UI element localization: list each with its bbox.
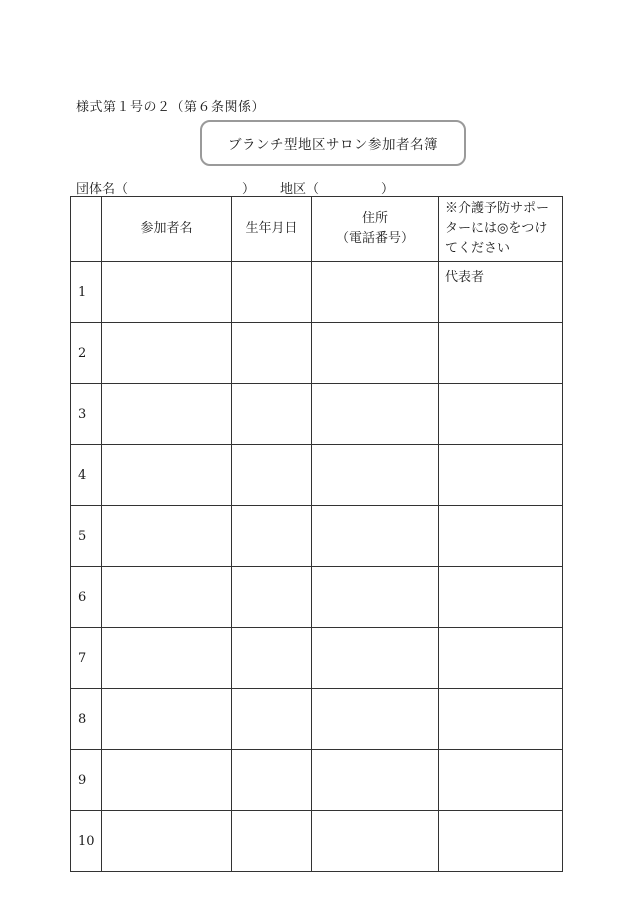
row-number: 1: [71, 262, 102, 323]
birthdate-cell[interactable]: [232, 689, 312, 750]
table-header-row: [71, 197, 563, 262]
table-row: [71, 262, 563, 323]
address-cell[interactable]: [312, 750, 439, 811]
participant-name-cell[interactable]: [102, 323, 232, 384]
group-name-close: ）: [242, 182, 256, 197]
table-row: [71, 567, 563, 628]
row-number: 10: [71, 811, 102, 872]
participant-name-cell[interactable]: [102, 628, 232, 689]
note-cell[interactable]: [439, 567, 563, 628]
header-phone-text: （電話番号）: [335, 231, 414, 246]
row-number: 5: [71, 506, 102, 567]
row-number: 8: [71, 689, 102, 750]
group-name-label: 団体名（: [76, 182, 129, 197]
note-cell[interactable]: [439, 689, 563, 750]
note-cell[interactable]: 代表者: [439, 262, 563, 323]
table-row: [71, 689, 563, 750]
birthdate-cell[interactable]: [232, 567, 312, 628]
group-info-line: [76, 178, 562, 196]
birthdate-cell[interactable]: [232, 384, 312, 445]
form-number: 様式第１号の２（第６条関係）: [76, 100, 266, 115]
address-cell[interactable]: [312, 445, 439, 506]
district-close: ）: [381, 182, 395, 197]
table-row: [71, 445, 563, 506]
birthdate-cell[interactable]: [232, 811, 312, 872]
note-cell[interactable]: [439, 506, 563, 567]
header-number: [71, 197, 102, 262]
note-cell[interactable]: [439, 323, 563, 384]
birthdate-cell[interactable]: [232, 750, 312, 811]
address-cell[interactable]: [312, 811, 439, 872]
table-row: [71, 628, 563, 689]
birthdate-cell[interactable]: [232, 628, 312, 689]
row-number: 4: [71, 445, 102, 506]
birthdate-cell[interactable]: [232, 445, 312, 506]
address-cell[interactable]: [312, 262, 439, 323]
table-row: [71, 323, 563, 384]
district-label: 地区（: [280, 182, 320, 197]
participant-name-cell[interactable]: [102, 811, 232, 872]
note-cell[interactable]: [439, 628, 563, 689]
note-cell[interactable]: [439, 811, 563, 872]
address-cell[interactable]: [312, 384, 439, 445]
row-number: 6: [71, 567, 102, 628]
note-cell[interactable]: [439, 445, 563, 506]
participant-name-cell[interactable]: [102, 384, 232, 445]
address-cell[interactable]: [312, 689, 439, 750]
header-note: ※介護予防サポーターには◎をつけてください: [439, 197, 563, 262]
address-cell[interactable]: [312, 567, 439, 628]
address-cell[interactable]: [312, 323, 439, 384]
header-address-text: 住所: [361, 211, 388, 226]
row-number: 9: [71, 750, 102, 811]
table-body: [71, 262, 563, 872]
address-cell[interactable]: [312, 506, 439, 567]
participant-name-cell[interactable]: [102, 506, 232, 567]
address-cell[interactable]: [312, 628, 439, 689]
note-cell[interactable]: [439, 384, 563, 445]
participant-name-cell[interactable]: [102, 750, 232, 811]
header-participant-name: 参加者名: [102, 197, 232, 262]
header-address: [312, 197, 439, 262]
row-number: 3: [71, 384, 102, 445]
row-number: 2: [71, 323, 102, 384]
birthdate-cell[interactable]: [232, 323, 312, 384]
participant-name-cell[interactable]: [102, 567, 232, 628]
participant-name-cell[interactable]: [102, 445, 232, 506]
table-row: [71, 506, 563, 567]
row-number: 7: [71, 628, 102, 689]
birthdate-cell[interactable]: [232, 506, 312, 567]
table-row: [71, 750, 563, 811]
header-birthdate: 生年月日: [232, 197, 312, 262]
table-row: [71, 384, 563, 445]
document-title-text: ブランチ型地区サロン参加者名簿: [228, 137, 438, 153]
participant-name-cell[interactable]: [102, 262, 232, 323]
birthdate-cell[interactable]: [232, 262, 312, 323]
participant-table: [70, 196, 563, 872]
participant-name-cell[interactable]: [102, 689, 232, 750]
table-row: [71, 811, 563, 872]
note-cell[interactable]: [439, 750, 563, 811]
document-title: [200, 120, 466, 166]
